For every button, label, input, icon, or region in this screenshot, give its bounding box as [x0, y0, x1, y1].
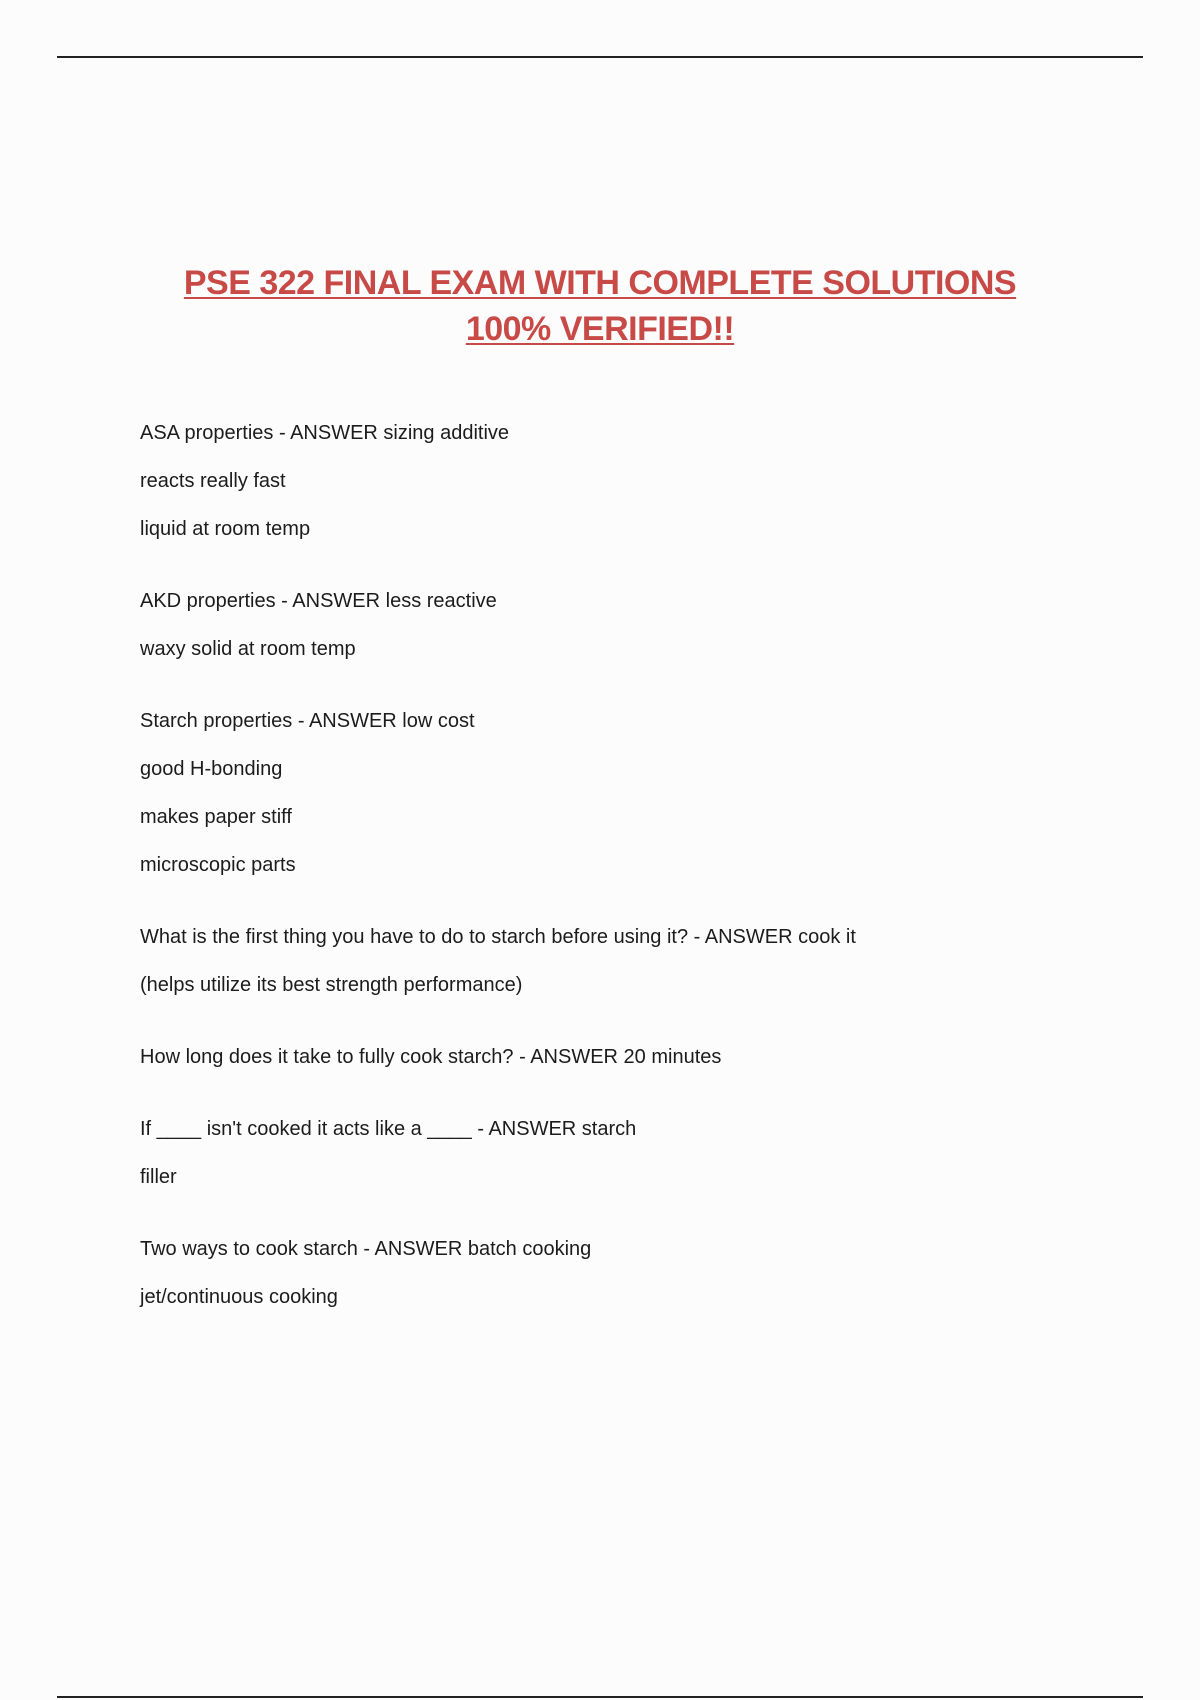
document-title [100, 260, 1100, 352]
qa-question: How long does it take to fully cook starch? - ANSWER 20 minutes [140, 1046, 722, 1068]
qa-item [140, 1117, 1100, 1189]
title-line-2: 100% VERIFIED!! [465, 310, 735, 348]
qa-answer-line: jet/continuous cooking [140, 1286, 338, 1308]
qa-answer-line: waxy solid at room temp [140, 638, 356, 660]
qa-item [140, 709, 1100, 877]
qa-question: If ____ isn't cooked it acts like a ____ - ANSWER starch [140, 1118, 637, 1140]
qa-answer-line: filler [140, 1166, 177, 1188]
qa-question: AKD properties - ANSWER less reactive [140, 590, 497, 612]
qa-answer-line: good H-bonding [140, 758, 283, 780]
qa-question: ASA properties - ANSWER sizing additive [140, 422, 510, 444]
qa-answer-line: (helps utilize its best strength performance) [140, 974, 523, 996]
qa-item [140, 1045, 1100, 1069]
header-rule [57, 56, 1143, 58]
qa-question: Starch properties - ANSWER low cost [140, 710, 475, 732]
qa-item [140, 1237, 1100, 1309]
title-line-1: PSE 322 FINAL EXAM WITH COMPLETE SOLUTIONS [183, 264, 1017, 302]
qa-item [140, 421, 1100, 541]
qa-item [140, 925, 1100, 997]
qa-answer-line: makes paper stiff [140, 806, 292, 828]
qa-answer-line: microscopic parts [140, 854, 296, 876]
qa-list [140, 421, 1100, 1357]
footer-rule [57, 1696, 1143, 1698]
qa-item [140, 589, 1100, 661]
qa-answer-line: liquid at room temp [140, 518, 311, 540]
qa-answer-line: reacts really fast [140, 470, 286, 492]
qa-question: What is the first thing you have to do to starch before using it? - ANSWER cook it [140, 926, 856, 948]
qa-question: Two ways to cook starch - ANSWER batch cooking [140, 1238, 592, 1260]
